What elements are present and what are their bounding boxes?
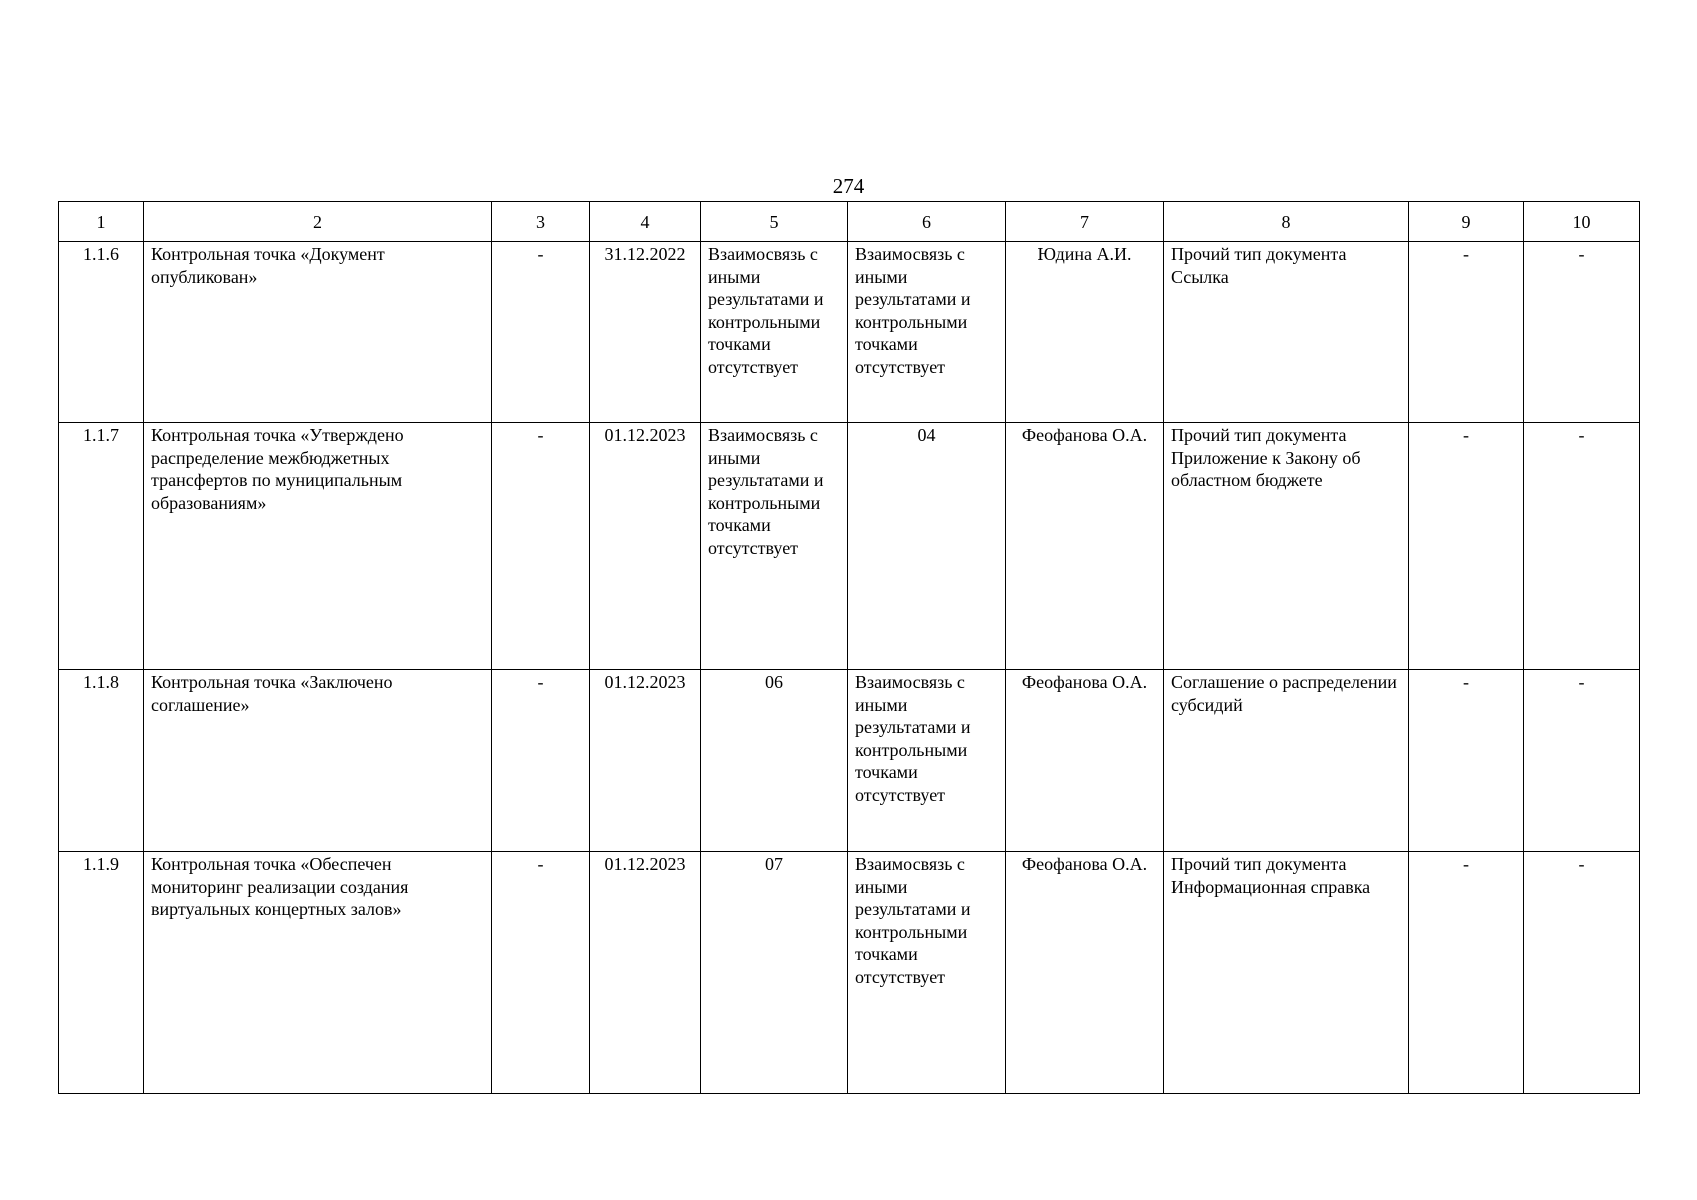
header-row	[59, 202, 1640, 242]
row-number: 1.1.9	[59, 852, 144, 1094]
control-point-name: Контрольная точка «Документ опубликован»	[144, 242, 492, 423]
column-5-value: 07	[701, 852, 848, 1094]
date-cell: 01.12.2023	[590, 670, 701, 852]
header-cell-9: 9	[1409, 202, 1524, 242]
column-3-value: -	[492, 852, 590, 1094]
page-number: 274	[832, 174, 865, 198]
column-10-value: -	[1524, 852, 1640, 1094]
column-9-value: -	[1409, 423, 1524, 670]
control-point-name: Контрольная точка «Заключено соглашение»	[144, 670, 492, 852]
column-5-value: 06	[701, 670, 848, 852]
table-row	[59, 852, 1640, 1094]
column-6-value: Взаимосвязь с иными результатами и контрольными точками отсутствует	[848, 670, 1006, 852]
document-type: Соглашение о распределении субсидий	[1164, 670, 1409, 852]
row-number: 1.1.7	[59, 423, 144, 670]
column-6-value: Взаимосвязь с иными результатами и контрольными точками отсутствует	[848, 242, 1006, 423]
header-cell-2: 2	[144, 202, 492, 242]
column-10-value: -	[1524, 423, 1640, 670]
table-row	[59, 423, 1640, 670]
column-6-value: 04	[848, 423, 1006, 670]
column-5-value: Взаимосвязь с иными результатами и контрольными точками отсутствует	[701, 242, 848, 423]
date-cell: 01.12.2023	[590, 852, 701, 1094]
responsible-person: Юдина А.И.	[1006, 242, 1164, 423]
document-type: Прочий тип документа Приложение к Закону об областном бюджете	[1164, 423, 1409, 670]
header-cell-8: 8	[1164, 202, 1409, 242]
table-row	[59, 242, 1640, 423]
header-cell-10: 10	[1524, 202, 1640, 242]
column-9-value: -	[1409, 670, 1524, 852]
column-5-value: Взаимосвязь с иными результатами и контрольными точками отсутствует	[701, 423, 848, 670]
row-number: 1.1.8	[59, 670, 144, 852]
header-cell-6: 6	[848, 202, 1006, 242]
document-type: Прочий тип документа Информационная справка	[1164, 852, 1409, 1094]
column-9-value: -	[1409, 242, 1524, 423]
responsible-person: Феофанова О.А.	[1006, 670, 1164, 852]
header-cell-1: 1	[59, 202, 144, 242]
row-number: 1.1.6	[59, 242, 144, 423]
column-3-value: -	[492, 670, 590, 852]
column-3-value: -	[492, 423, 590, 670]
control-point-name: Контрольная точка «Утверждено распределение межбюджетных трансфертов по муниципальным образованиям»	[144, 423, 492, 670]
column-10-value: -	[1524, 670, 1640, 852]
date-cell: 01.12.2023	[590, 423, 701, 670]
column-9-value: -	[1409, 852, 1524, 1094]
header-cell-5: 5	[701, 202, 848, 242]
table-row	[59, 670, 1640, 852]
header-cell-3: 3	[492, 202, 590, 242]
header-cell-4: 4	[590, 202, 701, 242]
responsible-person: Феофанова О.А.	[1006, 423, 1164, 670]
date-cell: 31.12.2022	[590, 242, 701, 423]
responsible-person: Феофанова О.А.	[1006, 852, 1164, 1094]
document-type: Прочий тип документа Ссылка	[1164, 242, 1409, 423]
control-point-name: Контрольная точка «Обеспечен мониторинг реализации создания виртуальных концертных залов»	[144, 852, 492, 1094]
header-cell-7: 7	[1006, 202, 1164, 242]
column-6-value: Взаимосвязь с иными результатами и контрольными точками отсутствует	[848, 852, 1006, 1094]
column-3-value: -	[492, 242, 590, 423]
column-10-value: -	[1524, 242, 1640, 423]
control-points-table	[58, 201, 1640, 1094]
